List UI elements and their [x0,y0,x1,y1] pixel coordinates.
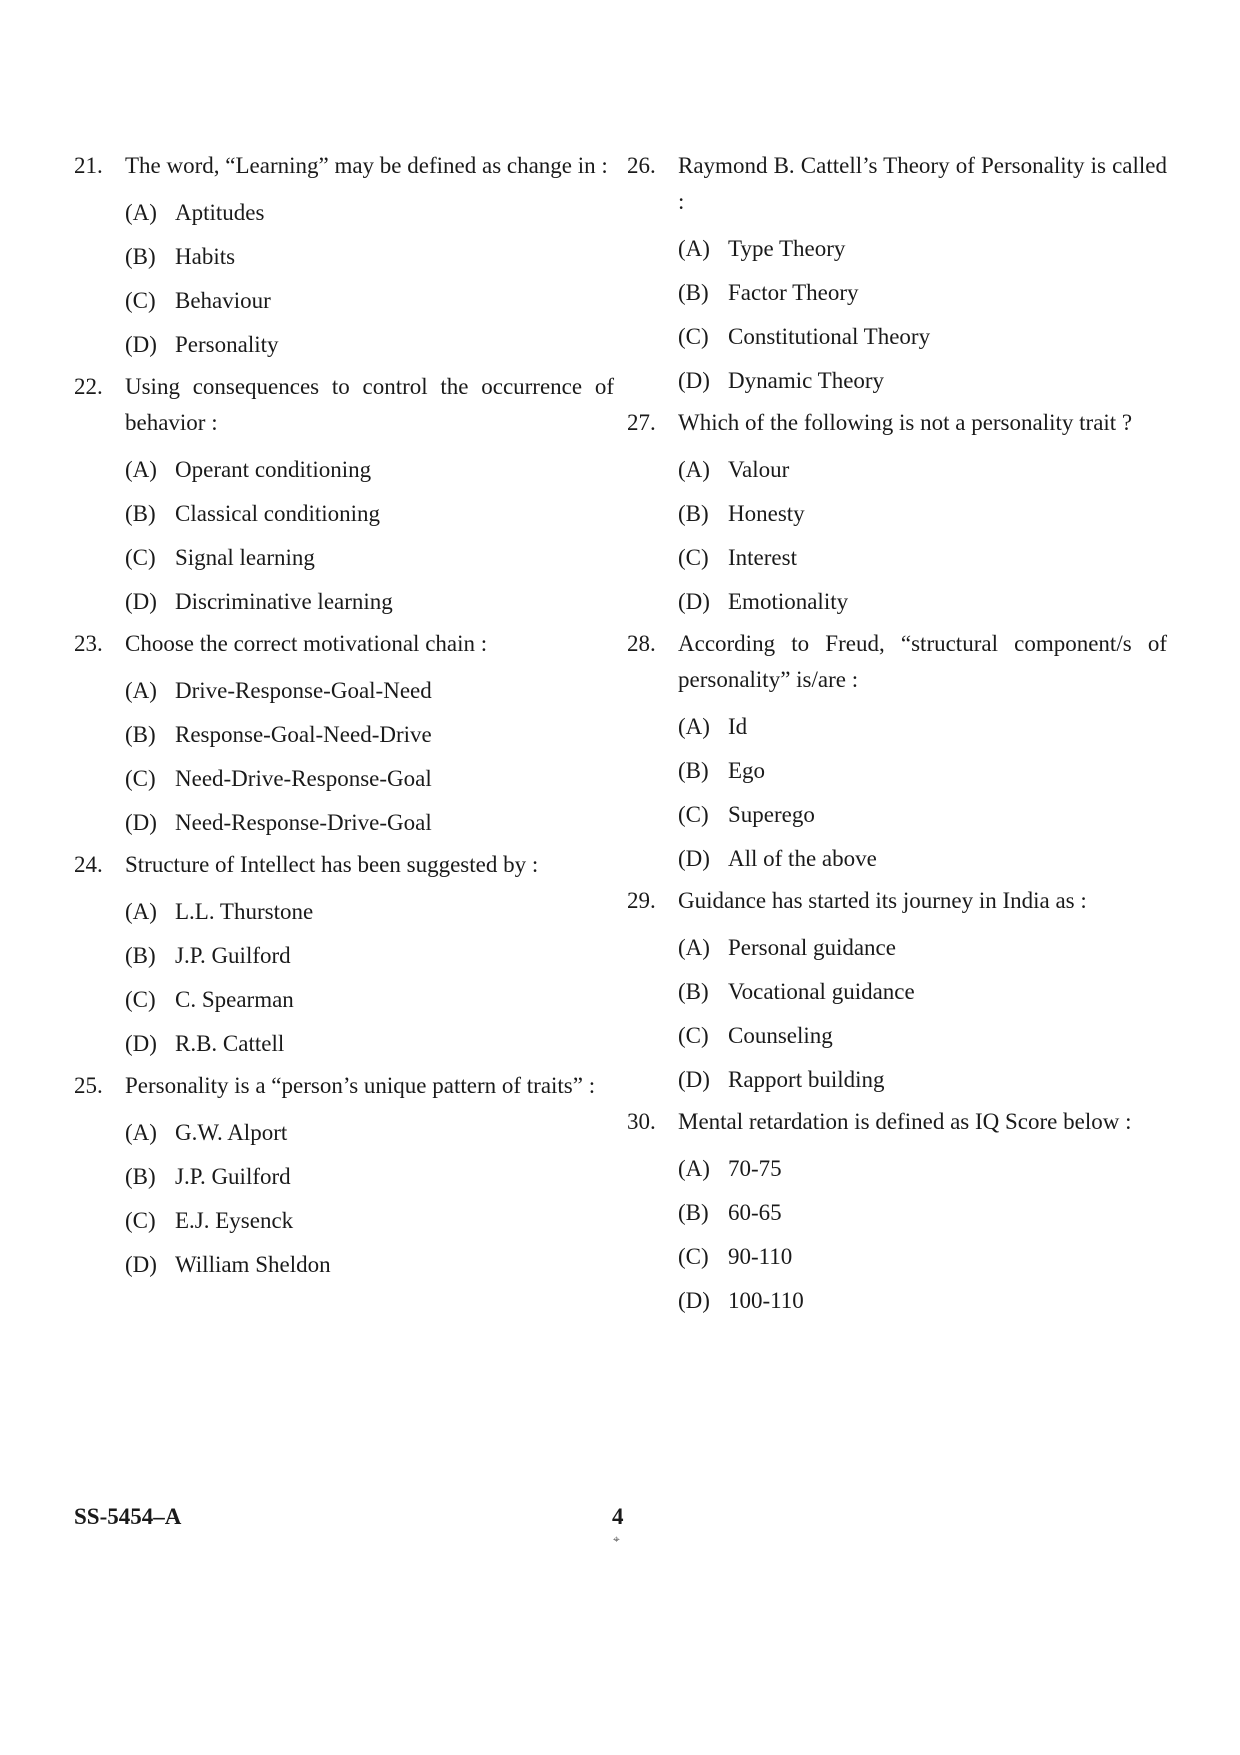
question-28 [627,626,1167,874]
option-text: Honesty [728,501,805,526]
answer-option [125,330,614,360]
question-number: 30. [627,1109,656,1134]
option-text: L.L. Thurstone [175,899,314,924]
question-text: The word, “Learning” may be defined as change in : [125,153,608,178]
question-text: Which of the following is not a personality trait ? [678,410,1133,435]
option-label: (C) [125,545,156,570]
option-label: (B) [125,943,156,968]
option-text: Counseling [728,1023,833,1048]
option-label: (D) [125,589,157,614]
option-text: Factor Theory [728,280,859,305]
option-text: E.J. Eysenck [175,1208,294,1233]
question-number: 28. [627,631,656,656]
option-text: Habits [175,244,236,269]
option-text: C. Spearman [175,987,294,1012]
answer-option [678,933,1167,963]
option-label: (C) [125,288,156,313]
option-label: (C) [678,1023,709,1048]
question-29 [627,883,1167,1095]
option-text: R.B. Cattell [175,1031,285,1056]
option-text: J.P. Guilford [175,943,291,968]
option-label: (D) [125,810,157,835]
option-label: (D) [125,1031,157,1056]
registration-mark-icon: ⌖ [613,1532,620,1546]
option-text: Operant conditioning [175,457,372,482]
option-text: 60-65 [728,1200,782,1225]
answer-option [125,1162,614,1192]
answer-option [125,587,614,617]
option-text: Interest [728,545,797,570]
answer-option [125,242,614,272]
answer-option [678,1065,1167,1095]
option-label: (B) [125,722,156,747]
question-line [627,883,1167,919]
question-number: 27. [627,410,656,435]
option-text: Constitutional Theory [728,324,931,349]
right-column [627,148,1167,1325]
option-text: J.P. Guilford [175,1164,291,1189]
answer-option [125,1029,614,1059]
question-line [74,148,614,184]
option-text: Id [728,714,748,739]
question-number: 26. [627,153,656,178]
option-text: 90-110 [728,1244,793,1269]
option-text: Behaviour [175,288,271,313]
answer-option [678,712,1167,742]
option-text: Signal learning [175,545,315,570]
question-line [627,405,1167,441]
answer-option [678,499,1167,529]
option-label: (B) [678,758,709,783]
answer-option [678,366,1167,396]
option-label: (D) [125,332,157,357]
answer-option [125,941,614,971]
option-label: (A) [678,714,710,739]
option-text: Dynamic Theory [728,368,885,393]
question-text: Raymond B. Cattell’s Theory of Personality is called : [678,153,1167,214]
answer-option [678,278,1167,308]
option-label: (A) [125,457,157,482]
answer-option [678,543,1167,573]
option-label: (D) [678,368,710,393]
option-label: (B) [125,244,156,269]
question-line [74,1068,614,1104]
answer-option [125,1118,614,1148]
option-text: Type Theory [728,236,846,261]
option-label: (B) [125,1164,156,1189]
answer-option [678,322,1167,352]
question-number: 29. [627,888,656,913]
option-text: 70-75 [728,1156,782,1181]
question-number: 23. [74,631,103,656]
question-text: Using consequences to control the occurrence of behavior : [125,374,614,435]
answer-option [125,1206,614,1236]
option-text: Rapport building [728,1067,885,1092]
question-text: Structure of Intellect has been suggested by : [125,852,539,877]
option-text: Aptitudes [175,200,265,225]
question-number: 24. [74,852,103,877]
left-column [74,148,614,1289]
answer-option [678,1021,1167,1051]
question-27 [627,405,1167,617]
option-text: Valour [728,457,790,482]
option-text: Response-Goal-Need-Drive [175,722,432,747]
option-text: Emotionality [728,589,849,614]
option-text: Classical conditioning [175,501,381,526]
answer-option [125,985,614,1015]
option-label: (A) [125,1120,157,1145]
answer-option [678,1154,1167,1184]
option-label: (A) [125,200,157,225]
answer-option [678,234,1167,264]
option-text: 100-110 [728,1288,804,1313]
answer-option [125,1250,614,1280]
option-text: Vocational guidance [728,979,915,1004]
question-line [74,847,614,883]
option-label: (C) [125,1208,156,1233]
question-21 [74,148,614,360]
option-label: (A) [125,678,157,703]
option-text: Ego [728,758,766,783]
answer-option [678,587,1167,617]
answer-option [678,1286,1167,1316]
answer-option [125,499,614,529]
question-25 [74,1068,614,1280]
question-24 [74,847,614,1059]
question-text: According to Freud, “structural component/s of personality” is/are : [678,631,1167,692]
question-line [74,626,614,662]
option-label: (D) [678,1288,710,1313]
answer-option [678,844,1167,874]
question-23 [74,626,614,838]
option-label: (A) [678,457,710,482]
answer-option [125,286,614,316]
option-label: (A) [125,899,157,924]
option-label: (C) [678,802,709,827]
option-label: (C) [678,1244,709,1269]
option-text: G.W. Alport [175,1120,288,1145]
option-label: (B) [678,979,709,1004]
option-label: (C) [678,324,709,349]
question-number: 22. [74,374,103,399]
option-text: Need-Response-Drive-Goal [175,810,432,835]
question-30 [627,1104,1167,1316]
question-22 [74,369,614,617]
answer-option [125,455,614,485]
option-label: (D) [678,1067,710,1092]
option-label: (D) [678,846,710,871]
question-text: Personality is a “person’s unique pattern of traits” : [125,1073,596,1098]
question-text: Guidance has started its journey in India as : [678,888,1087,913]
answer-option [678,1198,1167,1228]
answer-option [678,756,1167,786]
option-label: (B) [678,501,709,526]
question-line [627,626,1167,698]
paper-code: SS-5454–A [74,1504,182,1529]
question-line [627,148,1167,220]
answer-option [125,543,614,573]
answer-option [125,764,614,794]
option-label: (C) [125,766,156,791]
option-text: Discriminative learning [175,589,393,614]
answer-option [125,676,614,706]
answer-option [678,1242,1167,1272]
answer-option [678,455,1167,485]
answer-option [125,897,614,927]
option-text: Personality [175,332,279,357]
question-number: 21. [74,153,103,178]
answer-option [125,808,614,838]
option-label: (A) [678,236,710,261]
answer-option [678,800,1167,830]
option-label: (D) [678,589,710,614]
question-26 [627,148,1167,396]
option-text: Drive-Response-Goal-Need [175,678,432,703]
option-text: All of the above [728,846,877,871]
option-text: Superego [728,802,815,827]
option-label: (B) [678,280,709,305]
question-line [627,1104,1167,1140]
option-label: (C) [125,987,156,1012]
question-line [74,369,614,441]
answer-option [125,198,614,228]
answer-option [678,977,1167,1007]
question-number: 25. [74,1073,103,1098]
option-label: (C) [678,545,709,570]
option-label: (A) [678,935,710,960]
option-text: Need-Drive-Response-Goal [175,766,432,791]
answer-option [125,720,614,750]
option-label: (B) [678,1200,709,1225]
option-label: (A) [678,1156,710,1181]
question-text: Mental retardation is defined as IQ Score below : [678,1109,1132,1134]
page-number: 4 [612,1504,624,1529]
option-label: (D) [125,1252,157,1277]
option-text: Personal guidance [728,935,896,960]
option-text: William Sheldon [175,1252,331,1277]
question-text: Choose the correct motivational chain : [125,631,488,656]
option-label: (B) [125,501,156,526]
